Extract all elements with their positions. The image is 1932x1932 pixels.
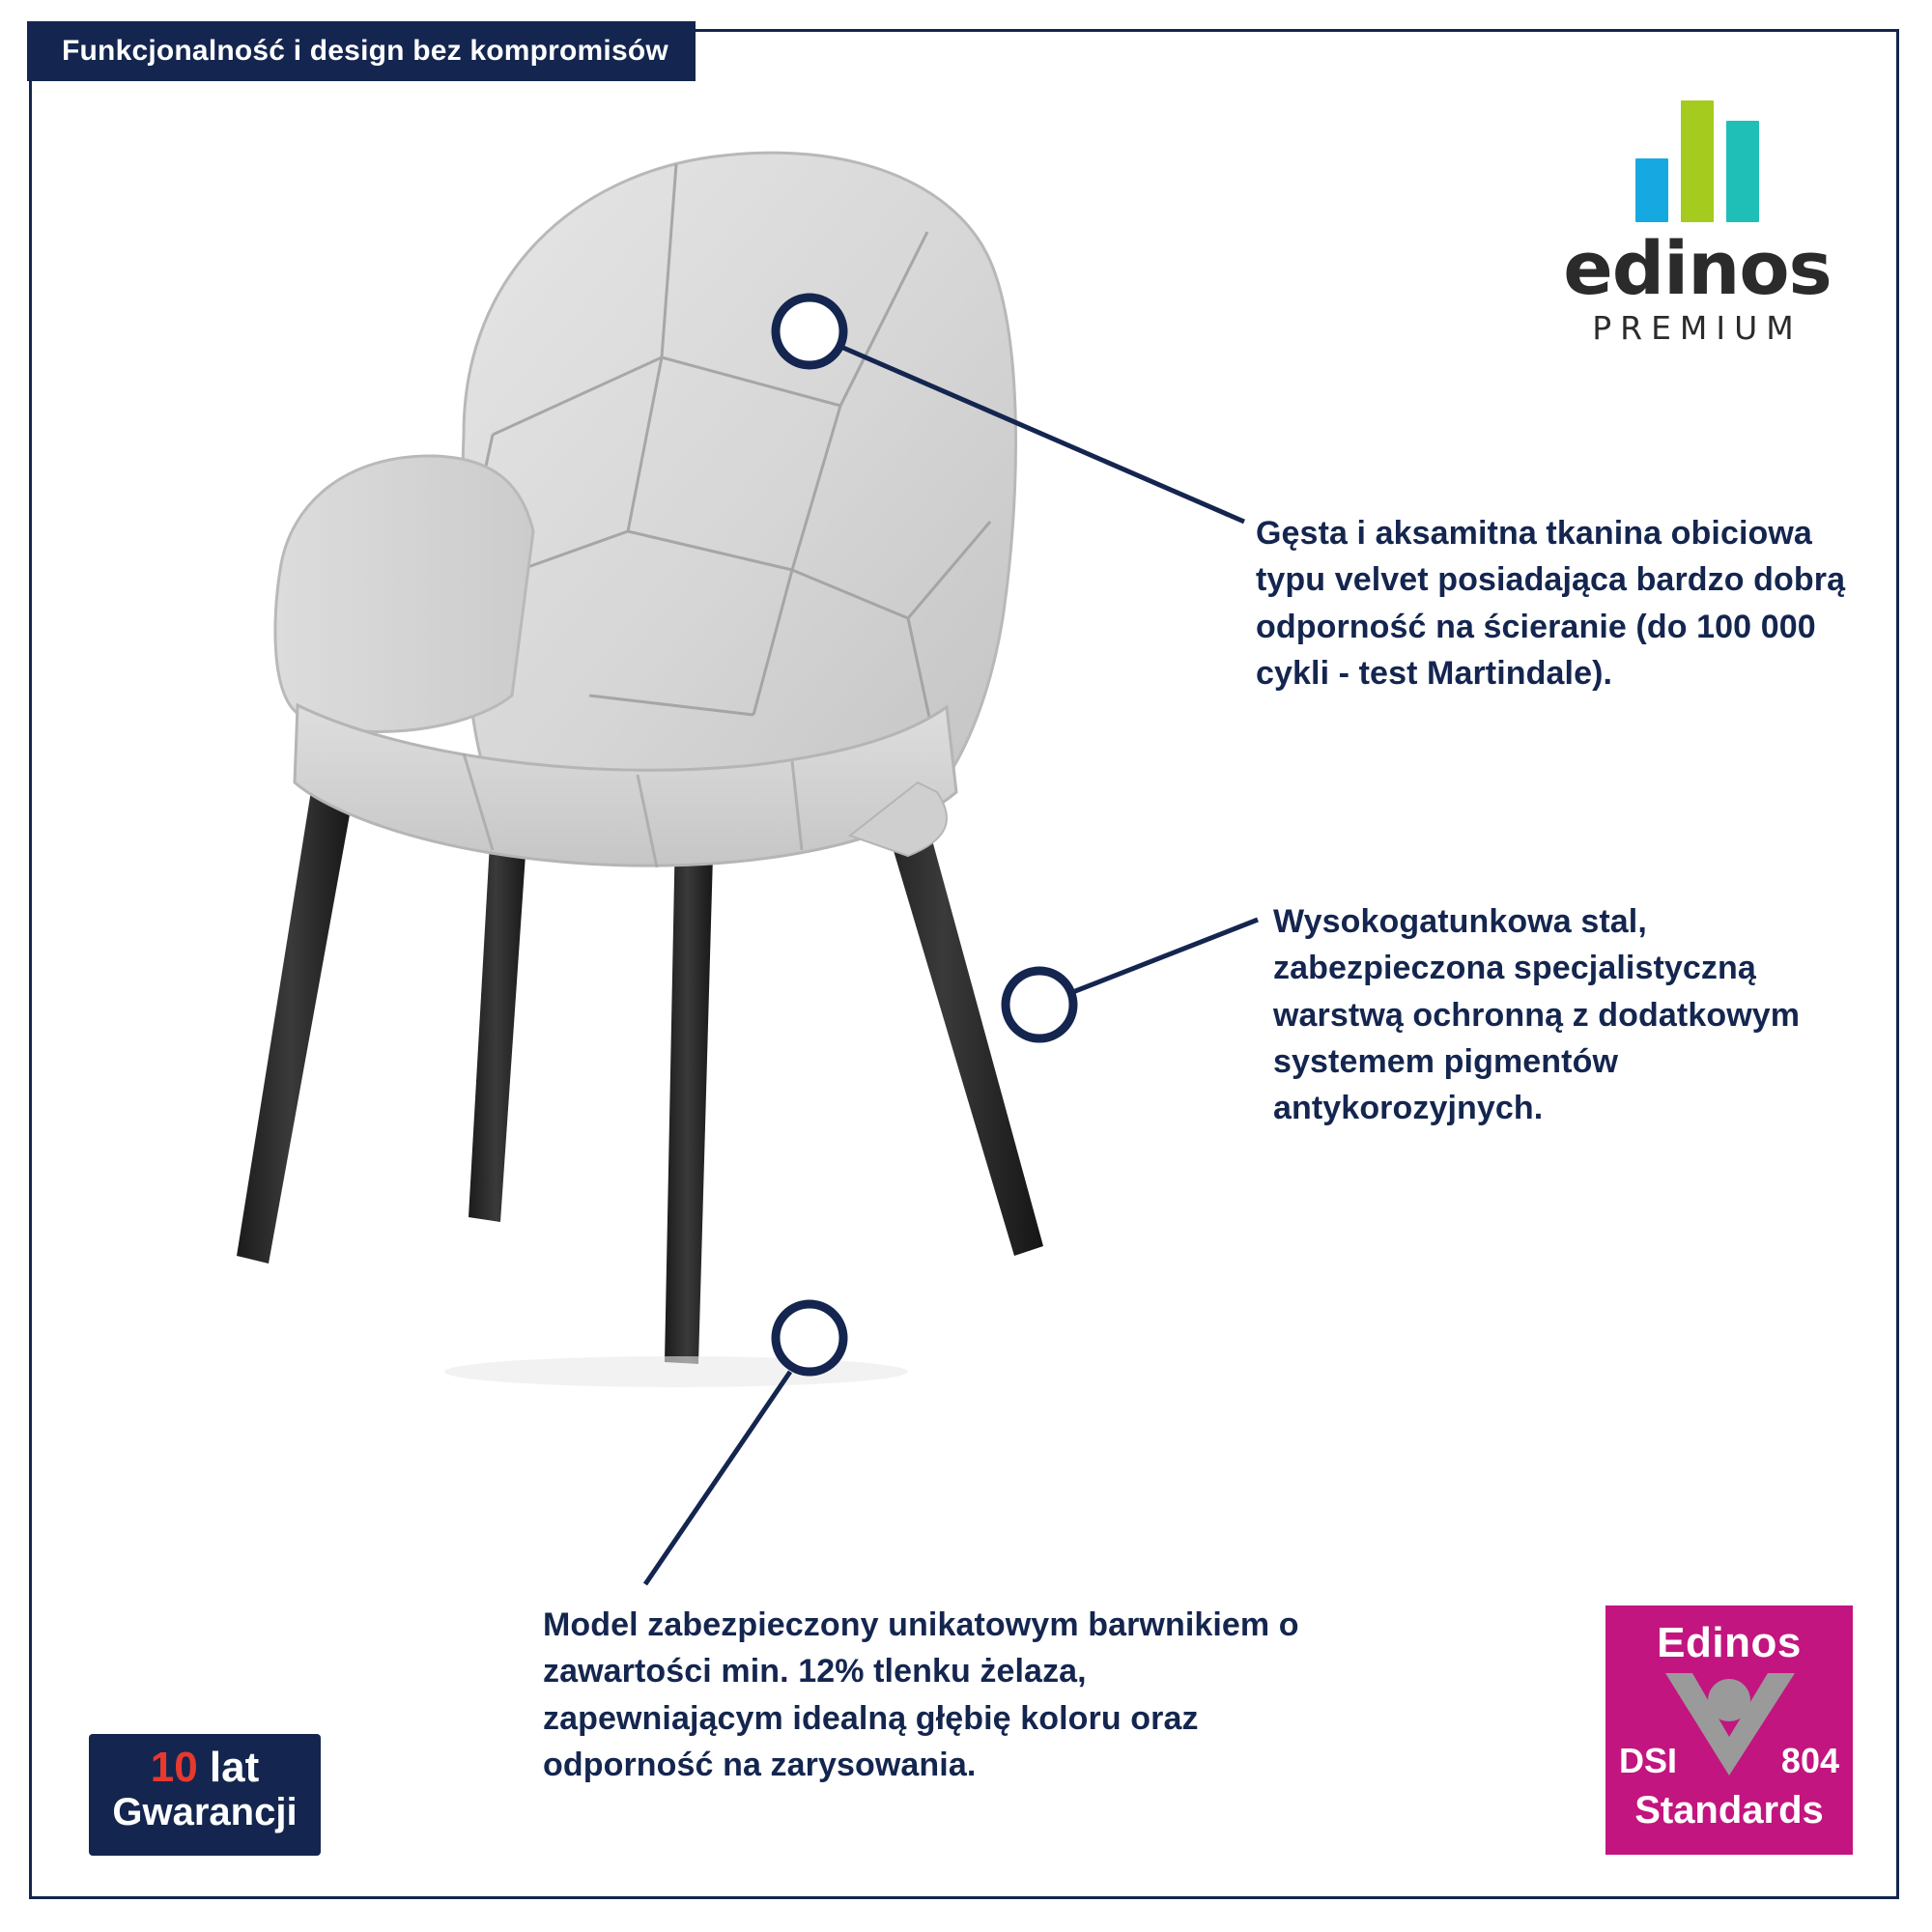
page-title: Funkcjonalność i design bez kompromisów xyxy=(62,35,668,67)
brand-bar-green xyxy=(1681,100,1714,222)
brand-name: edinos xyxy=(1563,225,1832,311)
brand-subtitle: PREMIUM xyxy=(1592,309,1803,348)
callout-text-dye: Model zabezpieczony unikatowym barwnikiem o zawartości min. 12% tlenku żelaza, zapewniającym idealną głębię koloru oraz odporność na zarysowania. xyxy=(543,1606,1299,1783)
warranty-badge xyxy=(89,1734,321,1856)
dsi-code-right: 804 xyxy=(1780,1741,1839,1780)
dsi-brand: Edinos xyxy=(1657,1619,1802,1666)
brand-bar-teal xyxy=(1726,121,1759,222)
dsi-standards-label: Standards xyxy=(1634,1789,1824,1832)
warranty-unit: lat xyxy=(209,1744,260,1791)
chair-armrest-left xyxy=(275,456,533,732)
warranty-label: Gwarancji xyxy=(112,1791,298,1834)
callout-text-steel: Wysokogatunkowa stal, zabezpieczona specjalistyczną warstwą ochronną z dodatkowym systemem pigmentów antykorozyjnych. xyxy=(1273,903,1801,1127)
dsi-checkmark-area xyxy=(1605,1667,1853,1791)
dsi-code-row xyxy=(1605,1741,1853,1781)
callout-text-fabric: Gęsta i aksamitna tkanina obiciowa typu velvet posiadająca bardzo dobrą odporność na ścieranie (do 100 000 cykli - test Martindale). xyxy=(1256,515,1846,692)
brand-bars-icon xyxy=(1538,92,1857,222)
chair-shadow xyxy=(444,1356,908,1387)
dsi-standards-badge xyxy=(1605,1605,1853,1855)
header-ribbon xyxy=(27,21,696,81)
warranty-years xyxy=(89,1744,321,1791)
brand-bar-blue xyxy=(1635,158,1668,222)
dsi-code-left: DSI xyxy=(1619,1741,1678,1780)
brand-logo xyxy=(1538,92,1857,347)
warranty-number: 10 xyxy=(150,1744,198,1791)
product-image-chair xyxy=(174,116,1198,1546)
